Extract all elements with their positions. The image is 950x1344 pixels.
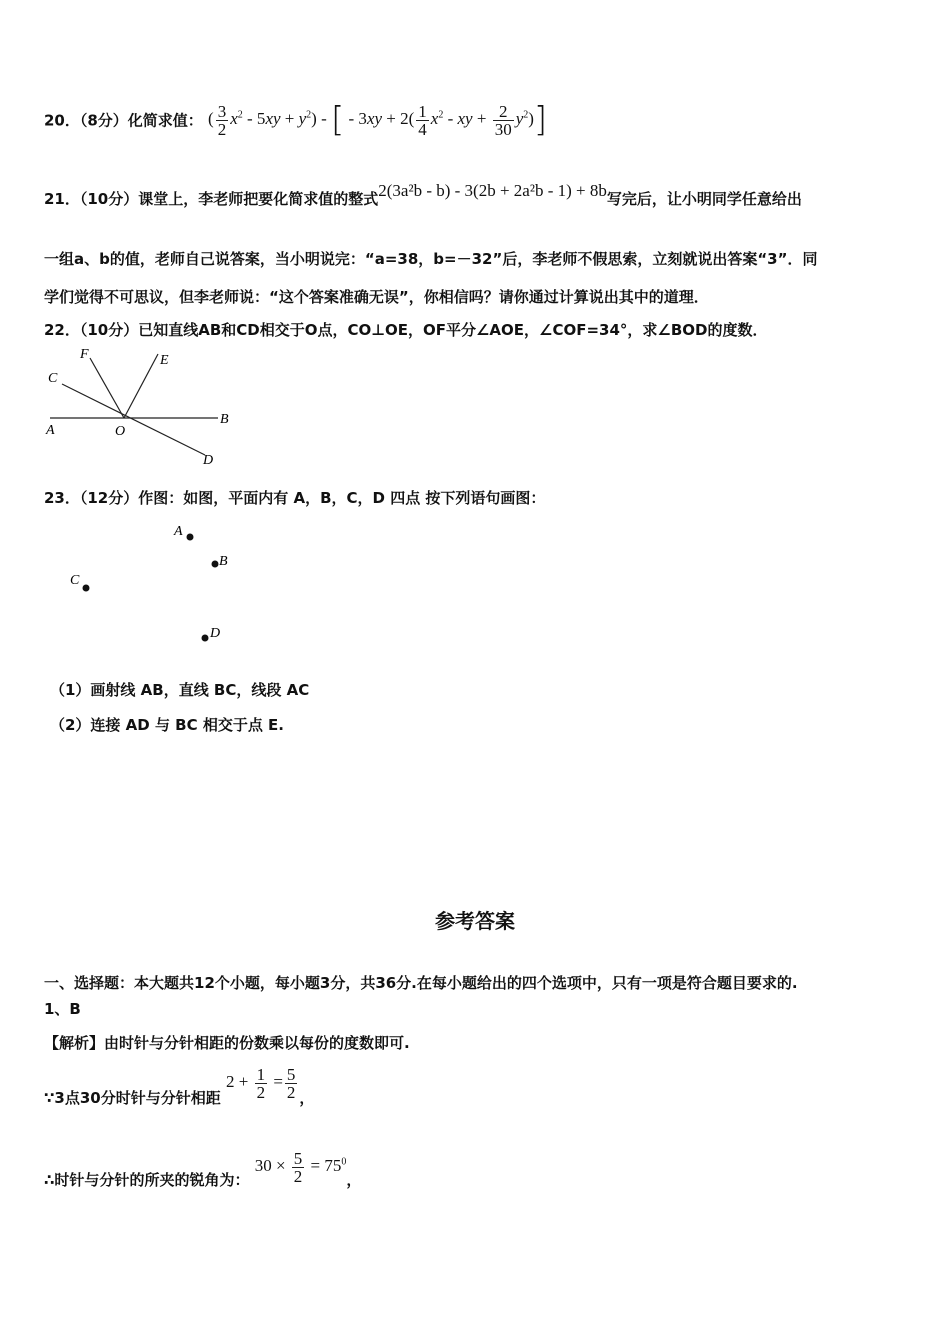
q22-figure [40, 340, 240, 470]
point-d [202, 635, 209, 642]
q23-figure [60, 515, 260, 655]
because-expression: 2 + $\frac{1}{2}$ = $\frac{5}{2}$ [225, 1065, 296, 1102]
answers-section: 一、选择题：本大题共12个小题，每小题3分，共36分.在每小题给出的四个选项中，只有一项是符合题目要求的. [44, 974, 798, 992]
label-b: B [220, 412, 229, 427]
question-22: 22．（10分）已知直线AB和CD相交于O点，CO⊥OE，OF平分∠AOE，∠COF=34°，求∠BOD的度数． [44, 321, 768, 339]
point-label-d: D [210, 626, 221, 641]
ray-oe [124, 354, 158, 418]
q21-suffix: 写完后，让小明同学任意给出 [606, 190, 802, 208]
q21-line2: 一组a、b的值，老师自己说答案，当小明说完：“a=38，b=－32”后，李老师不假思索，立刻就说出答案“3”．同 [44, 250, 818, 268]
q20-expression: ( $\frac{3}{2}$ $x^2 - 5xy + y^2$) - [ - 3xy + 2( $\frac{1}{4}$ $x^2$ - xy + $\frac{2}{30}$ $y^2$)] [208, 100, 548, 140]
q23-sub1: （1）画射线 AB，直线 BC，线段 AC [50, 681, 310, 699]
label-f: F [80, 347, 89, 362]
q20-prefix: 20．（8分）化简求值： [44, 111, 203, 130]
because-suffix: ， [299, 1089, 315, 1108]
line-cd [62, 384, 205, 455]
therefore-suffix: ， [346, 1171, 362, 1190]
label-e: E [160, 353, 169, 368]
because-prefix: ∵3点30分时针与分针相距 [44, 1089, 221, 1108]
label-o: O [115, 424, 126, 439]
because-line [44, 1065, 315, 1108]
point-label-c: C [70, 573, 80, 588]
question-21-line1 [44, 181, 802, 209]
ray-of [90, 358, 124, 418]
q21-line3: 学们觉得不可思议，但李老师说：“这个答案准确无误”，你相信吗？请你通过计算说出其中的道理． [44, 288, 709, 306]
point-label-a: A [174, 524, 183, 539]
label-d: D [203, 453, 214, 468]
answer-analysis: 【解析】由时针与分针相距的份数乘以每份的度数即可. [44, 1034, 410, 1052]
therefore-line [44, 1149, 362, 1190]
point-c [83, 585, 90, 592]
question-23: 23．（12分）作图：如图，平面内有 A，B，C，D 四点 按下列语句画图： [44, 489, 546, 507]
question-20 [44, 100, 547, 140]
answers-heading: 参考答案 [435, 909, 515, 933]
therefore-prefix: ∴时针与分针的所夹的锐角为： [44, 1171, 250, 1190]
q21-expression: 2(3a²b - b) - 3(2b + 2a²b - 1) + 8b [378, 181, 607, 200]
q23-sub2: （2）连接 AD 与 BC 相交于点 E. [50, 716, 284, 734]
q21-prefix: 21．（10分）课堂上，李老师把要化简求值的整式 [44, 190, 379, 208]
answer-item-1: 1、B [44, 1000, 81, 1018]
label-c: C [48, 371, 58, 386]
point-a [187, 534, 194, 541]
point-b [212, 561, 219, 568]
therefore-expression: 30 × $\frac{5}{2}$ = $75^0$ [254, 1149, 347, 1186]
point-label-b: B [219, 554, 228, 569]
label-a: A [46, 423, 55, 438]
